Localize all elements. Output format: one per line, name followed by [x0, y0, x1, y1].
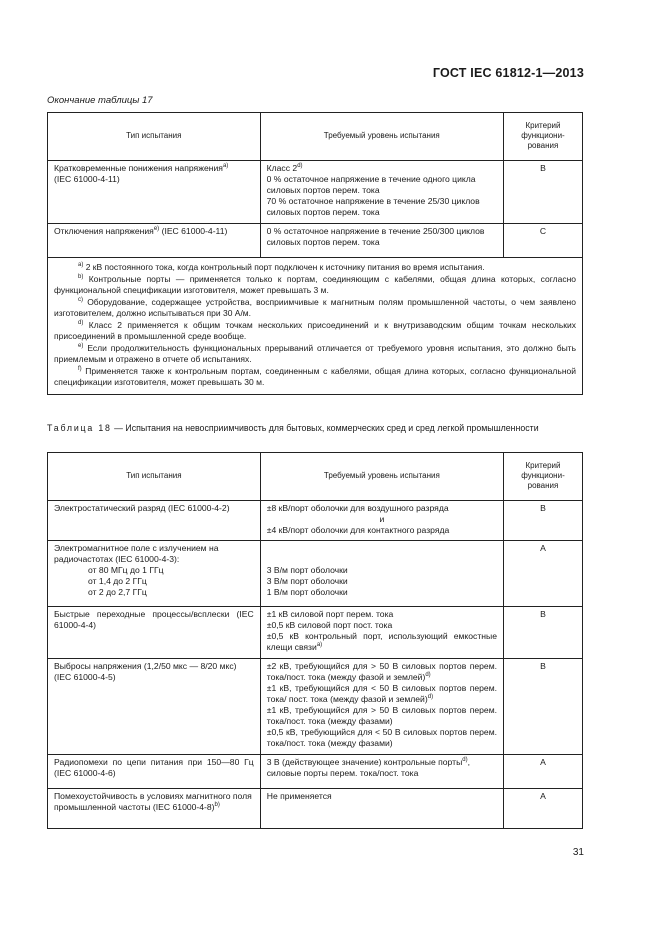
cell-criterion: A: [504, 541, 583, 607]
table18-caption: Таблица 18 — Испытания на невосприимчивость для бытовых, коммерческих сред и сред легкой промышленности: [47, 423, 539, 433]
cell-test-type: Кратковременные понижения напряжения$^{a)}$ (IEC 61000-4-11): [48, 161, 261, 224]
cell-test-type: Выбросы напряжения (1,2/50 мкс — 8/20 мкс) (IEC 61000-4-5): [48, 659, 261, 755]
table-17: [47, 112, 583, 395]
table-notes-row: [48, 258, 583, 395]
table-row: [48, 161, 583, 224]
cell-test-type: Отключения напряжения$^{e)}$ (IEC 61000-4-11): [48, 224, 261, 258]
footnote: $^{d)}$ Класс 2 применяется к общим точкам нескольких присоединений и к внутризаводским общим точкам нескольких присоединений в промышленной среде вообще.: [54, 320, 576, 341]
col-header-test-type: Тип испытания: [48, 113, 261, 161]
cell-test-type: Электромагнитное поле с излучением на радиочастотах (IEC 61000-4-3): от 80 МГц до 1 ГГц от 1,4 до 2 ГГц от 2 до 2,7 ГГц: [48, 541, 261, 607]
cell-level: ±1 кВ силовой порт перем. тока ±0,5 кВ силовой порт пост. тока ±0,5 кВ контрольный порт, использующий емкостные клещи связи$^{a)}$: [260, 607, 503, 659]
table-notes: [48, 258, 583, 395]
footnote: $^{a)}$ 2 кВ постоянного тока, когда контрольный порт подключен к источнику питания во время испытания.: [78, 262, 485, 272]
table-header-row: [48, 453, 583, 501]
cell-level: Класс 2$^{d)}$ 0 % остаточное напряжение в течение одного цикла силовых портов перем. тока 70 % остаточное напряжение в течение 25/30 циклов силовых портов перем. тока: [260, 161, 503, 224]
footnote: $^{e)}$ Если продолжительность функциональных прерываний отличается от требуемого уровня испытания, это должно быть приемлемым и отражено в отчете об испытаниях.: [54, 343, 576, 364]
cell-test-type: Электростатический разряд (IEC 61000-4-2): [48, 501, 261, 541]
footnote: $^{c)}$ Оборудование, содержащее устройства, восприимчивые к магнитным полям промышленной частоты, о чем заявлено изготовителем, должно испытываться при 30 А/м.: [54, 297, 576, 318]
cell-level: ±8 кВ/порт оболочки для воздушного разряда и ±4 кВ/порт оболочки для контактного разряда: [260, 501, 503, 541]
cell-test-type: Помехоустойчивость в условиях магнитного поля промышленной частоты (IEC 61000-4-8)$^{b)}$: [48, 789, 261, 829]
cell-level: ±2 кВ, требующийся для > 50 В силовых портов перем. тока/пост. тока (между фазой и землей)$^{d)}$ ±1 кВ, требующийся для < 50 В силовых портов перем. тока/ пост. тока (между фазой и землей)$^{d)}$ ±1 кВ, требующийся для > 50 В силовых портов перем. тока/пост. тока (между фазами) ±0,5 кВ, требующийся для < 50 В силовых портов перем. тока/пост. тока (между фазами): [260, 659, 503, 755]
table-row: [48, 607, 583, 659]
cell-criterion: B: [504, 607, 583, 659]
cell-level: 3 В (действующее значение) контрольные порты$^{d)}$, силовые порты перем. тока/пост. тока: [260, 755, 503, 789]
cell-criterion: B: [503, 161, 582, 224]
table17-caption: Окончание таблицы 17: [47, 95, 153, 106]
footnote: $^{b)}$ Контрольные порты — применяется только к портам, соединяющим с кабелями, общая длина которых, согласно функциональной спецификации изготовителя, может превышать 3 м.: [54, 274, 576, 295]
table-row: [48, 789, 583, 829]
table-row: [48, 659, 583, 755]
page-number: 31: [572, 847, 584, 858]
cell-criterion: A: [504, 789, 583, 829]
col-header-level: Требуемый уровень испытания: [260, 113, 503, 161]
table-18: [47, 452, 583, 829]
cell-criterion: A: [504, 755, 583, 789]
cell-level: 3 В/м порт оболочки 3 В/м порт оболочки 1 В/м порт оболочки: [260, 541, 503, 607]
col-header-criterion: Критерий функциони-рования: [504, 453, 583, 501]
col-header-criterion: Критерий функциони-рования: [503, 113, 582, 161]
cell-level: 0 % остаточное напряжение в течение 250/300 циклов силовых портов перем. тока: [260, 224, 503, 258]
cell-level: Не применяется: [260, 789, 503, 829]
table-row: [48, 501, 583, 541]
cell-criterion: C: [503, 224, 582, 258]
footnote: $^{f)}$ Применяется также к контрольным портам, соединенным с кабелями, общая длина которых, согласно функциональной спецификации изготовителя, может превышать 30 м.: [54, 366, 576, 387]
cell-criterion: B: [504, 659, 583, 755]
table-row: [48, 224, 583, 258]
table-header-row: [48, 113, 583, 161]
col-header-test-type: Тип испытания: [48, 453, 261, 501]
cell-test-type: Быстрые переходные процессы/всплески (IEC 61000-4-4): [48, 607, 261, 659]
table-row: [48, 755, 583, 789]
standard-header: ГОСТ IEC 61812-1—2013: [432, 66, 584, 80]
col-header-level: Требуемый уровень испытания: [260, 453, 503, 501]
cell-criterion: B: [504, 501, 583, 541]
table-row: [48, 541, 583, 607]
cell-test-type: Радиопомехи по цепи питания при 150—80 Гц (IEC 61000-4-6): [48, 755, 261, 789]
